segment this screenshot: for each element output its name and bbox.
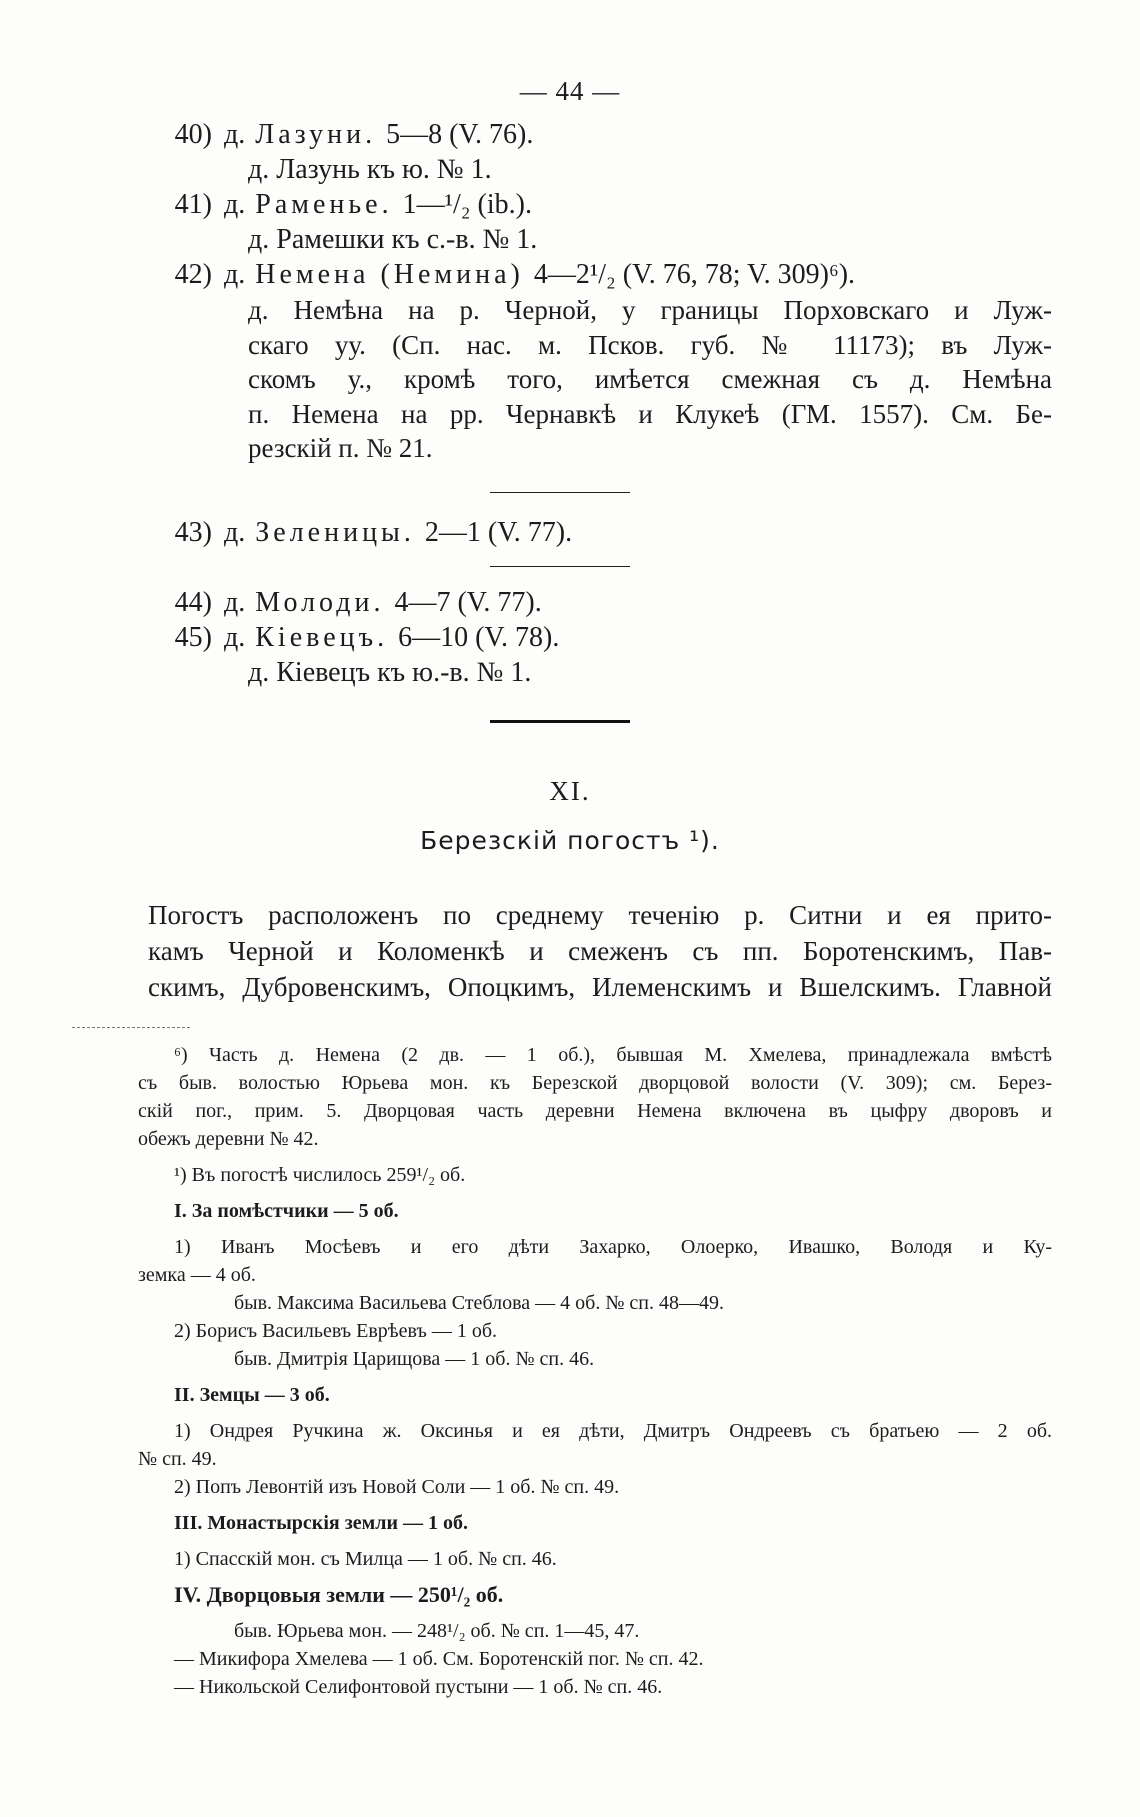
footnote-heading: IV. Дворцовыя земли — 250¹/₂ об. [174,1582,504,1607]
footnote-heading: II. Земцы — 3 об. [174,1384,330,1406]
footnote-line: 1) Ондрея Ручкина ж. Оксинья и ея дѣти, Дмитръ Ондреевъ съ братьею — 2 об. [174,1420,1052,1442]
list-item: 40) д. Лазуни. 5—8 (V. 76). [174,119,534,150]
footnote-separator [72,1027,190,1028]
footnote-line: № сп. 49. [138,1448,217,1470]
page-number: — 44 — [519,76,621,106]
footnote-line: ¹) Въ погостѣ числилось 259¹/₂ об. [174,1164,466,1186]
village-list-a [148,117,1048,292]
footnote-heading: I. За помѣстчики — 5 об. [174,1200,399,1222]
footnote-line: 2) Попъ Левонтій изъ Новой Соли — 1 об. № сп. 49. [174,1476,620,1498]
footnote-line: быв. Юрьева мон. — 248¹/₂ об. № сп. 1—45, 47. [234,1620,640,1642]
footnote-line: быв. Максима Васильева Стеблова — 4 об. № сп. 48—49. [234,1292,724,1314]
footnote-line: обежъ деревни № 42. [138,1128,319,1150]
footnote-line: 2) Борисъ Васильевъ Еврѣевъ — 1 об. [174,1320,497,1342]
section-number: XI. [549,776,591,806]
footnote-line: 1) Спасскій мон. съ Милца — 1 об. № сп. 46. [174,1548,557,1570]
footnotes [138,1041,1052,1701]
divider [490,492,630,493]
section-divider [490,720,630,723]
list-item: 42) д. Немена (Немина) 4—2¹/₂ (V. 76, 78; V. 309)⁶). [174,259,856,290]
footnote-line: — Никольской Селифонтовой пустыни — 1 об. № сп. 46. [174,1676,663,1698]
entry-42-description: д. Немѣна на р. Черной, у границы Порховскаго и Луж- скаго уу. (Сп. нас. м. Псков. губ. № 11173); въ Луж- скомъ у., кромѣ того, имѣется смежная съ д. Немѣна п. Немена на рр. Чернавкѣ и Клукеѣ (ГМ. 1557). См. Бе- резскій п. № 21. [248,295,1052,463]
section-title: Березскій погостъ ¹). [420,826,720,855]
footnote-line: земка — 4 об. [138,1264,256,1286]
footnote-line: съ быв. волостью Юрьева мон. къ Березской дворцовой волости (V. 309); см. Берез- [138,1072,1052,1094]
footnote-line: быв. Дмитрія Царищова — 1 об. № сп. 46. [234,1348,595,1370]
list-item-note: д. Кіевецъ къ ю.-в. № 1. [248,657,532,688]
list-item-note: д. Рамешки къ с.-в. № 1. [248,224,538,255]
divider [490,566,630,567]
section-body: Погостъ расположенъ по среднему теченію р. Ситни и ея прито- камъ Черной и Коломенкѣ и смеженъ съ пп. Боротенскимъ, Пав- скимъ, Дубровенскимъ, Опоцкимъ, Илеменскимъ и Вшелскимъ. Главной [148,900,1052,1002]
list-item: 45) д. Кіевецъ. 6—10 (V. 78). [174,622,560,653]
village-list-43 [148,515,1048,550]
footnote-line: ⁶) Часть д. Немена (2 дв. — 1 об.), бывшая М. Хмелева, принадлежала вмѣстѣ [174,1044,1052,1066]
list-item: 41) д. Раменье. 1—¹/₂ (ib.). [174,189,532,220]
list-item: 43) д. Зеленицы. 2—1 (V. 77). [174,517,573,548]
list-item-note: д. Лазунь къ ю. № 1. [248,154,492,185]
footnote-heading: III. Монастырскія земли — 1 об. [174,1512,468,1534]
footnote-line: — Микифора Хмелева — 1 об. См. Боротенскій пог. № сп. 42. [174,1648,704,1670]
village-list-b [148,585,1048,690]
list-item: 44) д. Молоди. 4—7 (V. 77). [174,587,542,618]
footnote-line: скій пог., прим. 5. Дворцовая часть деревни Немена включена въ цыфру дворовъ и [138,1100,1052,1122]
footnote-line: 1) Иванъ Мосѣевъ и его дѣти Захарко, Олоерко, Ивашко, Володя и Ку- [174,1236,1052,1258]
